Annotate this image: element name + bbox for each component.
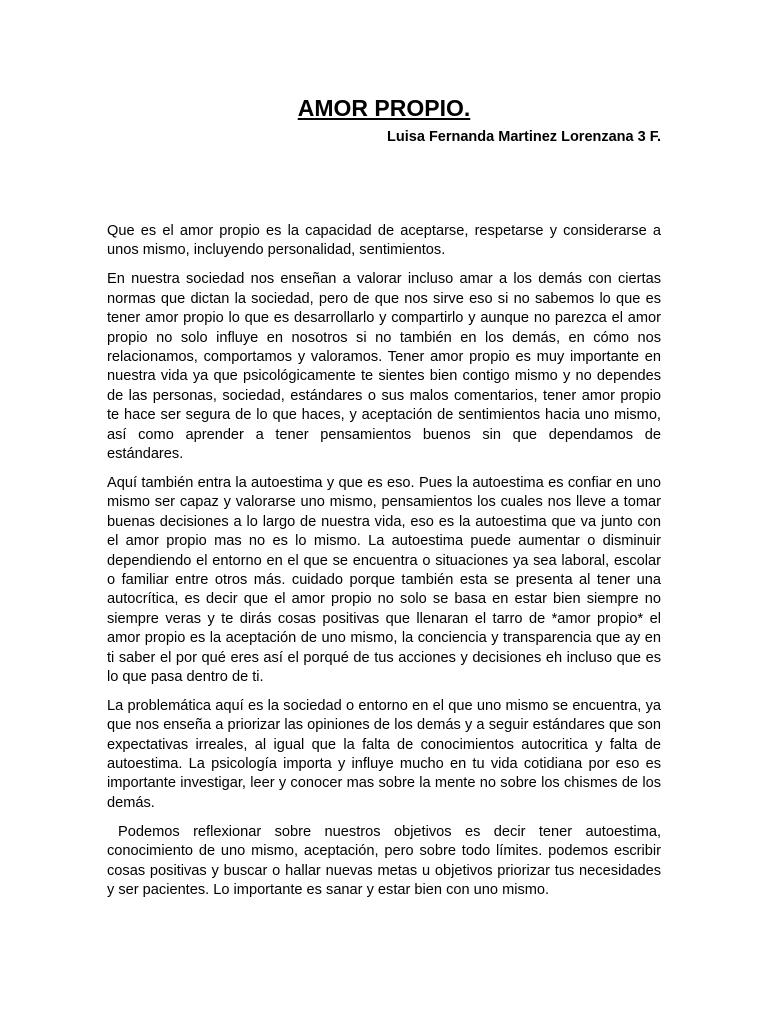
paragraph-2: En nuestra sociedad nos enseñan a valorar incluso amar a los demás con ciertas normas que dictan la sociedad, pero de que nos sirve eso si no sabemos lo que es tener amor propio lo que es desarrollarlo y compartirlo y aunque no parezca el amor propio no solo influye en nosotros si no también en los demás, en cómo nos relacionamos, comportamos y valoramos. Tener amor propio es muy importante en nuestra vida ya que psicológicamente te sientes bien contigo mismo y no dependes de las personas, sociedad, estándares o sus malos comentarios, tener amor propio te hace ser segura de lo que haces, y aceptación de sentimientos hacia uno mismo, así como aprender a tener pensamientos buenos sin que dependamos de estándares. (107, 271, 661, 462)
paragraph-3: Aquí también entra la autoestima y que es eso. Pues la autoestima es confiar en uno mismo ser capaz y valorarse uno mismo, pensamientos los cuales nos lleve a tomar buenas decisiones a lo largo de nuestra vida, eso es la autoestima que va junto con el amor propio mas no es lo mismo. La autoestima puede aumentar o disminuir dependiendo el entorno en el que se encuentra o situaciones ya sea laboral, escolar o familiar entre otros más. cuidado porque también esta se presenta al tener una autocrítica, es decir que el amor propio no solo se basa en estar bien siempre no siempre veras y te dirás cosas positivas que llenaran el tarro de *amor propio* el amor propio es la aceptación de uno mismo, la conciencia y transparencia que ay en ti saber el por qué eres así el porqué de tus acciones y decisiones eh incluso que es lo que pasa dentro de ti. (107, 474, 661, 685)
document-body (107, 222, 661, 900)
document-page (107, 0, 661, 910)
document-author: Luisa Fernanda Martinez Lorenzana 3 F. (387, 129, 661, 145)
paragraph-4: La problemática aquí es la sociedad o entorno en el que uno mismo se encuentra, ya que nos enseña a priorizar las opiniones de los demás y a seguir estándares que son expectativas irreales, al igual que la falta de conocimientos autocritica y falta de autoestima. La psicología importa y influye mucho en tu vida cotidiana por eso es importante investigar, leer y conocer mas sobre la mente no sobre los chismes de los demás. (107, 697, 661, 811)
paragraph-1: Que es el amor propio es la capacidad de aceptarse, respetarse y considerarse a unos mismo, incluyendo personalidad, sentimientos. (107, 223, 661, 259)
paragraph-5: Podemos reflexionar sobre nuestros objetivos es decir tener autoestima, conocimiento de uno mismo, aceptación, pero sobre todo límites. podemos escribir cosas positivas y buscar o hallar nuevas metas u objetivos priorizar tus necesidades y ser pacientes. Lo importante es sanar y estar bien con uno mismo. (107, 823, 661, 898)
document-title: AMOR PROPIO. (297, 95, 471, 121)
